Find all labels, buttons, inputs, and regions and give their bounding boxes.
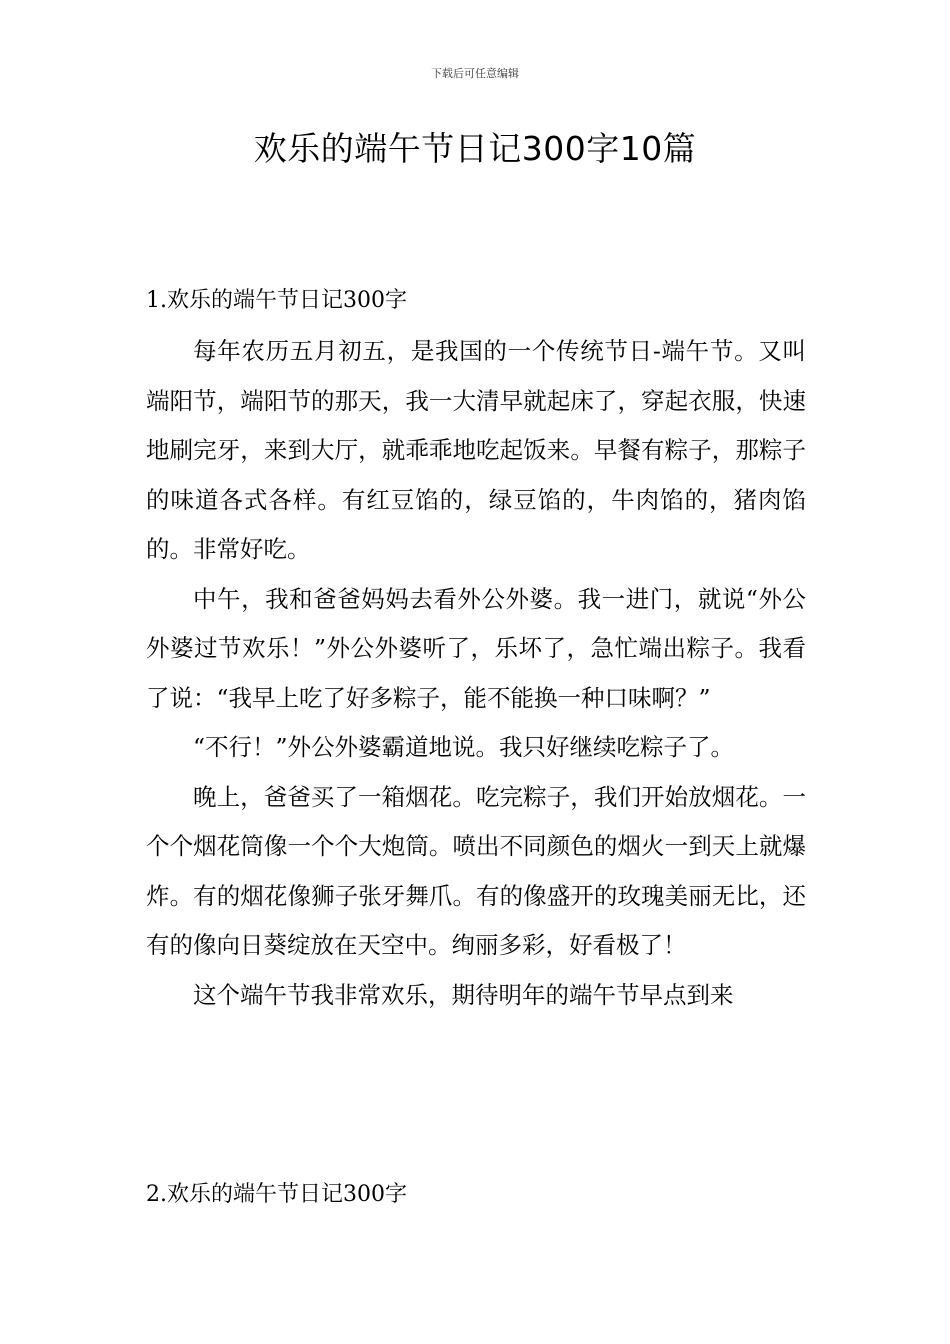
section-heading-1: 1.欢乐的端午节日记300字: [146, 288, 407, 313]
paragraph: 这个端午节我非常欢乐，期待明年的端午节早点到来: [193, 980, 734, 1009]
document-title: 欢乐的端午节日记300字10篇: [253, 129, 697, 168]
paragraph: 中午，我和爸爸妈妈去看外公外婆。我一进门，就说“外公外婆过节欢乐！”外公外婆听了，乐坏了，急忙端出粽子。我看了说：“我早上吃了好多粽子，能不能换一种口味啊？”: [146, 584, 806, 712]
paragraph: 每年农历五月初五，是我国的一个传统节日-端午节。又叫端阳节，端阳节的那天，我一大清早就起床了，穿起衣服，快速地刷完牙，来到大厅，就乖乖地吃起饭来。早餐有粽子，那粽子的味道各式各样。有红豆馅的，绿豆馅的，牛肉馅的，猪肉馅的。非常好吃。: [146, 337, 806, 563]
header-note: 下载后可任意编辑: [431, 67, 519, 80]
section-heading-2: 2.欢乐的端午节日记300字: [146, 1182, 407, 1207]
section-body-1: [146, 327, 806, 1020]
paragraph: 晚上，爸爸买了一箱烟花。吃完粽子，我们开始放烟花。一个个烟花筒像一个个大炮筒。喷出不同颜色的烟火一到天上就爆炸。有的烟花像狮子张牙舞爪。有的像盛开的玫瑰美丽无比，还有的像向日葵绽放在天空中。绚丽多彩，好看极了！: [146, 782, 806, 959]
paragraph: “不行！”外公外婆霸道地说。我只好继续吃粽子了。: [193, 733, 735, 761]
